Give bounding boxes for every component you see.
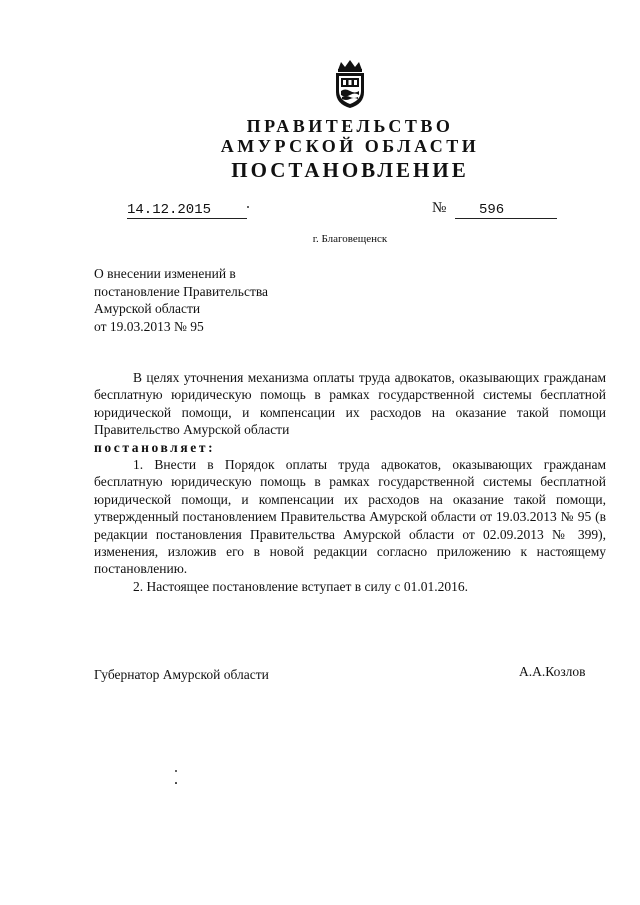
coat-of-arms-icon (330, 58, 370, 110)
signatory-position: Губернатор Амурской области (94, 667, 269, 682)
subject-line: постановление Правительства (94, 283, 269, 299)
subject-line: О внесении изменений в (94, 266, 236, 281)
scan-speck (175, 782, 177, 784)
scan-speck (247, 206, 249, 208)
city-label: г. Благовещенск (312, 233, 388, 245)
scan-speck (175, 770, 177, 772)
subject-line: от 19.03.2013 № 95 (94, 318, 204, 334)
document-type-title: ПОСТАНОВЛЕНИЕ (231, 158, 469, 182)
signatory-name: А.А.Козлов (519, 664, 586, 679)
document-date: 14.12.2015 (127, 202, 247, 219)
document-subject (94, 265, 268, 335)
resolves-heading: постановляет: (94, 439, 216, 455)
item-2-paragraph: 2. Настоящее постановление вступает в силу с 01.01.2016. (133, 578, 469, 594)
government-title: ПРАВИТЕЛЬСТВО (246, 116, 454, 136)
document-number: 596 (455, 202, 557, 219)
subject-line: Амурской области (94, 301, 201, 316)
region-title: АМУРСКОЙ ОБЛАСТИ (220, 136, 480, 156)
number-sign: № (432, 200, 447, 216)
document-body (94, 369, 606, 595)
item-1-paragraph: 1. Внести в Порядок оплаты труда адвокатов, оказывающих гражданам бесплатную юридическую помощь в рамках государственной системы бесплатной юридической помощи, и компенсации их расходов на оказание такой помощи, утвержденный постановлением Правительства Амурской области от 19.03.2013 № 95 (в редакции постановления Правительства Амурской области от 02.09.2013 № 399), изменения, изложив его в новой редакции согласно приложению к настоящему постановлению. (94, 457, 606, 577)
preamble-paragraph: В целях уточнения механизма оплаты труда адвокатов, оказывающих гражданам бесплатную юридическую помощь в рамках государственной системы бесплатной юридической помощи, и компенсации их расходов на оказание такой помощи Правительство Амурской области (94, 370, 606, 438)
